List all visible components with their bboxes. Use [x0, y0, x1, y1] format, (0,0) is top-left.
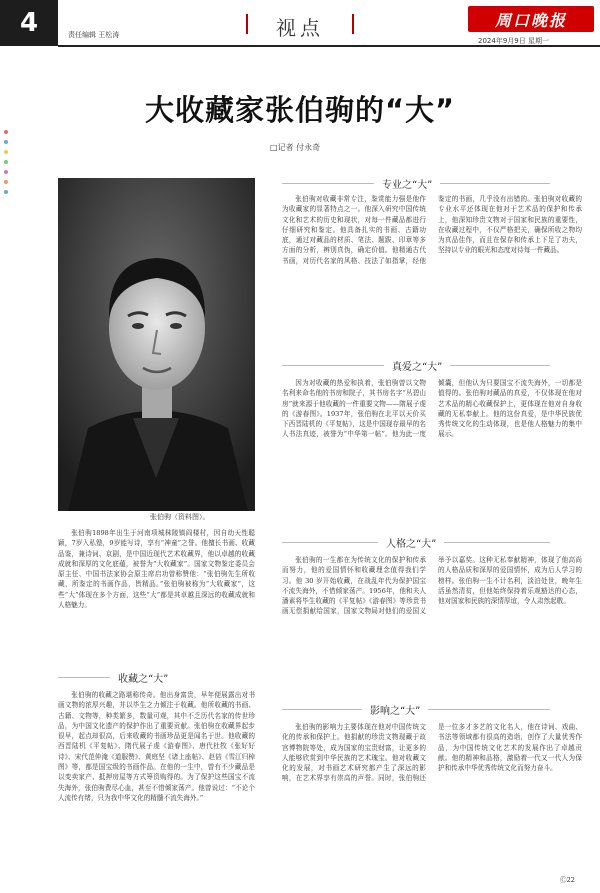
section-heading-character: 人格之“大”	[386, 539, 437, 550]
section-text: 张伯驹的收藏之路堪称传奇。他出身富贵，早年便展露出对书画文物的浓厚兴趣，并以毕生之力倾注于收藏。他所收藏的书画、古籍、文物等，种类繁多，数量可观，其中不乏历代名家的传世珍品，为中国文化遗产的保护作出了重要贡献。张伯驹在收藏界起步很早，起点却很高，后来收藏的书画珍品更是闻名于世。他收藏的西晋陆机《平复帖》、隋代展子虔《游春图》、唐代杜牧《张好好诗》、宋代范仲淹《道服赞》、黄庭坚《诸上座帖》、赵佶《雪江归棹图》等，都是国宝级的书画作品。在他的一生中，曾有不少藏品是以变卖家产、抵押房屋等方式筹资购得的。为了保护这些国宝不流失海外，张伯驹费尽心血，甚至不惜倾家荡产。他曾说过：“不论个人流传有绪，只为我中华文化的精髓不流失海外。”	[58, 691, 255, 802]
byline: □记者 付永奇	[270, 143, 321, 152]
heading-rule	[282, 542, 378, 543]
margin-dot	[4, 160, 8, 164]
page-number: 4	[0, 0, 58, 46]
heading-rule	[440, 183, 550, 184]
editor-credit: 责任编辑 王松涛	[68, 31, 120, 39]
section-text: 因为对收藏的热爱和执着，张伯驹曾以文物名利来命名他的书房和院子，其书房名字“丛碧山房”就来源于他收藏的一件重要文物——隋展子虔的《游春图》。1937年，张伯驹在北平以天价买下西晋陆机的《平复帖》，这是中国现存最早的名人书法真迹，被誉为“中华第一帖”。他为此一度倾囊，但他认为只要国宝不流失海外，一切都是值得的。张伯驹对藏品的真爱，不仅体现在他对艺术品的精心收藏保护上，更体现在他对自身收藏的无私奉献上。他的这份真爱，是中华民族优秀传统文化的生动体现，也是他人格魅力的集中展示。	[282, 379, 582, 439]
section-body-influence	[282, 722, 582, 872]
section-text: 张伯驹对收藏非常专注，鉴赏能力强是他作为收藏家的显著特点之一。他深入研究中国传统文化和艺术的历史和现状，对每一件藏品都进行仔细研究和鉴定。他具备扎实的书画、古籍功底，通过对藏品的材质、笔法、题跋、印章等多方面的分析，辨别真伪，确定价值。他精通古代书画，对历代名家的风格、技法了如指掌，经他鉴定的书画，几乎没有出错的。张伯驹对收藏的专业水平还体现在他对于艺术品的保护和传承上，他深知珍贵文物对于国家和民族的重要性，在收藏过程中，不仅严格把关，确保所收之物均为真品佳作，而且在保存和传承上下足了功夫，坚持以专业的眼光和态度对待每一件藏品。	[282, 195, 582, 265]
heading-rule	[58, 677, 110, 678]
article-title: 大收藏家张伯驹的“大”	[144, 93, 456, 127]
header-rule	[58, 45, 600, 47]
heading-rule	[282, 183, 374, 184]
margin-dot	[4, 150, 8, 154]
photo-caption: 张伯驹（资料图）。	[150, 513, 210, 521]
section-title: 视点	[276, 16, 324, 40]
margin-dot	[4, 170, 8, 174]
section-text: 张伯驹的影响力主要体现在他对中国传统文化的传承和保护上。他捐献的珍贵文物现藏于故宫博物院等处，成为国家的宝贵财富，让更多的人能够欣赏到中华民族的艺术瑰宝。他对收藏文化的发展，对书画艺术研究都产生了深远的影响，在艺术界享有崇高的声誉。同时，张伯驹还是一位多才多艺的文化名人，他在诗词、戏曲、书法等领域都有很高的造诣，创作了大量优秀作品，为中国传统文化艺术的发展作出了卓越贡献。他的精神和品格，激励着一代又一代人为保护和传承中华优秀传统文化而努力奋斗。	[282, 723, 582, 783]
margin-dot	[4, 180, 8, 184]
portrait-photo	[58, 178, 255, 511]
signoff-mark: Ⓒ22	[560, 876, 575, 884]
portrait-illustration	[58, 178, 255, 511]
intro-paragraph	[58, 528, 255, 654]
heading-rule	[282, 365, 384, 366]
section-heading-expertise: 专业之“大”	[382, 180, 433, 191]
margin-dot	[4, 130, 8, 134]
issue-date: 2024年9月9日 星期一	[478, 37, 549, 45]
section-body-collection	[58, 690, 255, 886]
margin-dot	[4, 190, 8, 194]
section-heading-influence: 影响之“大”	[370, 706, 421, 717]
heading-rule	[282, 709, 362, 710]
section-heading-collection: 收藏之“大”	[118, 674, 169, 685]
paper-logo: 周口晚报	[468, 6, 594, 32]
heading-rule	[450, 365, 550, 366]
heading-rule	[444, 542, 550, 543]
section-body-character	[282, 555, 582, 687]
margin-dot	[4, 140, 8, 144]
section-body-love	[282, 378, 582, 518]
section-text: 张伯驹的一生都在为传统文化的保护和传承而努力，他的爱国情怀和收藏理念值得我们学习。他 30 岁开始收藏，在战乱年代为保护国宝不流失海外，不惜倾家荡产。1956年，他和夫人潘素将毕生收藏的《平复帖》《游春图》等珍贵书画无偿捐献给国家，国家文物局对他们的爱国义举予以嘉奖。这种无私奉献精神，体现了他高尚的人格品质和深厚的爱国情怀，成为后人学习的榜样。张伯驹一生不计名利，淡泊处世，晚年生活虽然清贫，但他始终保持着乐观豁达的心态，他对国家和民族的深情厚谊，令人肃然起敬。	[282, 556, 582, 616]
intro-text: 张伯驹1898年出生于河南项城秣陵镇阎楼村，因自幼天性聪颖，7岁入私塾，9岁能写诗，享有“神童”之誉。他擅长书画、收藏品鉴，兼诗词、京剧，是中国近现代艺术收藏界，他以卓越的收藏成就和深厚的文化底蕴，被誉为“大收藏家”。国家文物鉴定委员会原主任、中国书法家协会原主席启功曾称赞他：“张伯驹先生所收藏，所鉴定的书画作品，皆精品。”张伯驹被称为“大收藏家”，这些“大”体现在多个方面，这些“大”都是其卓越且深远的收藏成就和人格魅力。	[58, 529, 255, 610]
heading-rule	[428, 709, 550, 710]
section-heading-love: 真爱之“大”	[392, 362, 443, 373]
section-bar-right	[352, 14, 354, 34]
section-body-expertise	[282, 194, 582, 349]
